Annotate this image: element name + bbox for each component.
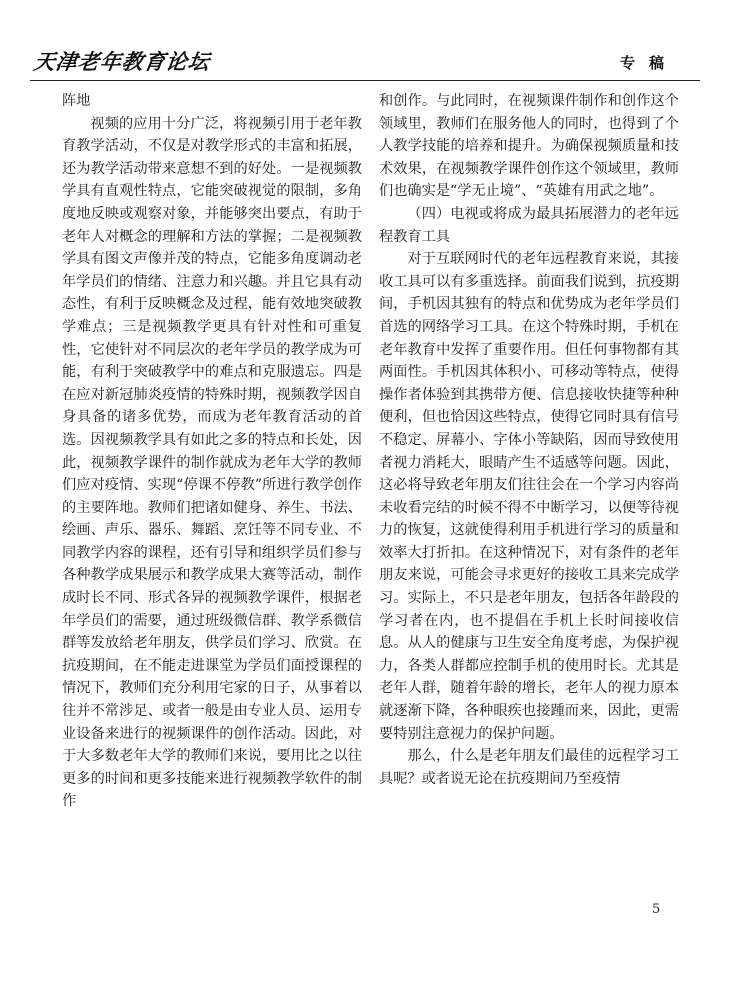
header-divider [30,80,700,81]
section-heading: （四）电视或将成为最具拓展潜力的老年远程教育工具 [379,205,679,245]
paragraph: 对于互联网时代的老年远程教育来说，其接收工具可以有多重选择。前面我们说到，抗疫期间，手机因其独有的特点和优势成为老年学员们首选的网络学习工具。在这个特殊时期，手机在老年教育中发挥了重要作用。但任何事物都有其两面性。手机因其体积小、可移动等特点，使得操作者体验到其携带方便、信息接收快捷等种种便利，但也恰因这些特点，使得它同时具有信号不稳定、屏幕小、字体小等缺陷，因而导致使用者视力消耗大，眼睛产生不适感等问题。因此，这必将导致老年朋友们往往会在一个学习内容尚未收看完结的时候不得不中断学习，以便等待视力的恢复，这就使得利用手机进行学习的质量和效率大打折扣。在这种情况下，对有条件的老年朋友来说，可能会寻求更好的接收工具来完成学习。实际上，不只是老年朋友，包括各年龄段的学习者在内，也不提倡在手机上长时间接收信息。从人的健康与卫生安全角度考虑，为保护视力，各类人群都应控制手机的使用时长。尤其是老年人群，随着年龄的增长，老年人的视力原本就逐渐下降，各种眼疾也接踵而来，因此，更需要特别注意视力的保护问题。 [379,251,679,742]
paragraph: 视频的应用十分广泛，将视频引用于老年教育教学活动，不仅是对教学形式的丰富和拓展，还为教学活动带来意想不到的好处。一是视频教学具有直观性特点，它能突破视觉的限制，多角度地反映或观察对象，并能够突出要点，有助于老年人对概念的理解和方法的掌握；二是视频教学具有图文声像并茂的特点，它能多角度调动老年学员们的情绪、注意力和兴趣。并且它具有动态性，有利于反映概念及过程，能有效地突破教学难点；三是视频教学更具有针对性和可重复性，它使针对不同层次的老年学员的教学成为可能，有利于突破教学中的难点和克服遗忘。四是在应对新冠肺炎疫情的特殊时期，视频教学因自身具备的诸多优势，而成为老年教育活动的首选。因视频教学具有如此之多的特点和长处，因此，视频教学课件的制作就成为老年大学的教师们应对疫情、实现“停课不停教”所进行教学创作的主要阵地。教师们把诸如健身、养生、书法、绘画、声乐、器乐、舞蹈、烹饪等不同专业、不同教学内容的课程，还有引导和组织学员们参与各种教学成果展示和教学成果大赛等活动，制作成时长不同、形式各异的视频教学课件，根据老年学员们的需要，通过班级微信群、教学系微信群等发放给老年朋友，供学员们学习、欣赏。在抗疫期间，在不能走进课堂为学员们面授课程的情况下，教师们充分利用宅家的日子，从事着以往并不常涉足、或者一般是由专业人员、运用专业设备来进行的视频课件的创作活动。因此，对于大多数老年大学的教师们来说，要用比之以往更多的时间和更多技能来进行视频教学软件的制作 [62,115,362,810]
page-number: 5 [652,902,661,917]
paragraph: 和创作。与此同时，在视频课件制作和创作这个领域里，教师们在服务他人的同时，也得到了个人教学技能的培养和提升。为确保视频质量和技术效果，在视频教学课件创作这个领域里，教师们也确实是“学无止境”、“英雄有用武之地”。 [379,93,679,200]
section-label: 专稿 [619,54,678,72]
right-column [379,90,679,790]
paragraph: 那么，什么是老年朋友们最佳的远程学习工具呢？或者说无论在抗疫期间乃至疫情 [379,748,679,787]
left-column [62,90,362,813]
journal-title: 天津老年教育论坛 [32,49,212,74]
page-header [30,42,700,78]
paragraph: 阵地 [62,93,91,109]
